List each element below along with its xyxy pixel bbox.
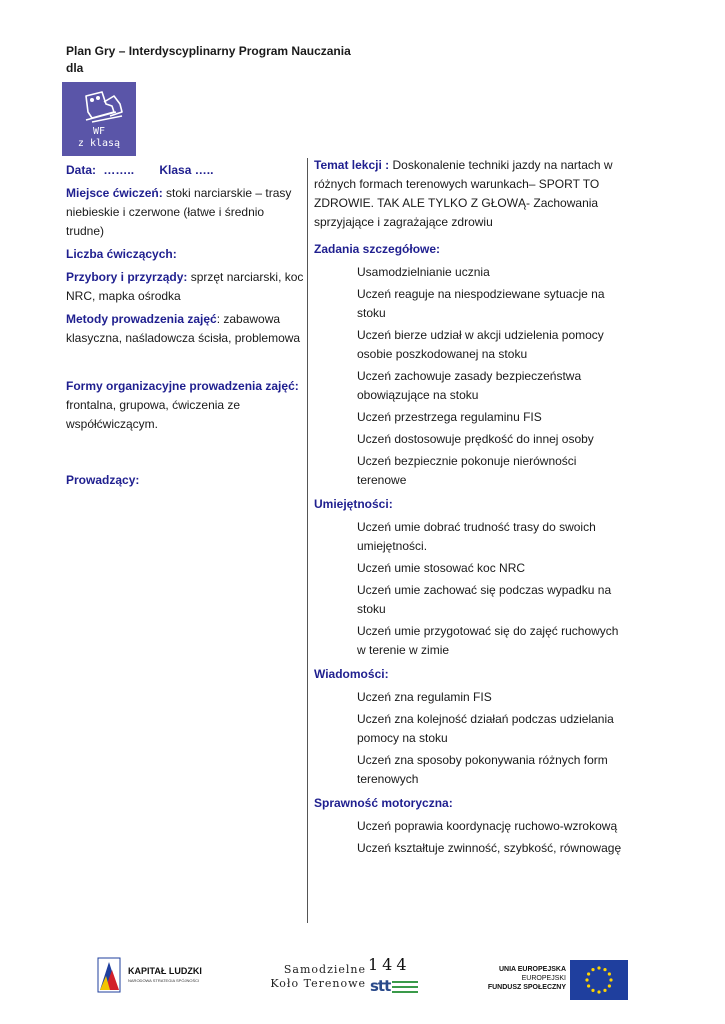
- zadania-item: Uczeń przestrzega regulaminu FIS: [357, 410, 542, 424]
- logo-line-2: z klasą: [77, 138, 121, 149]
- miejsce-field: [66, 184, 304, 241]
- eu-flag-icon: [570, 960, 628, 1000]
- zadania-item: Uczeń dostosowuje prędkość do innej osoby: [357, 432, 594, 446]
- skt-logo: [370, 977, 420, 997]
- przybory-label: Przybory i przyrządy:: [66, 270, 188, 284]
- temat-field: [314, 156, 624, 232]
- eu-star: [603, 989, 606, 992]
- ue-line-3: FUNDUSZ SPOŁECZNY: [487, 984, 566, 991]
- right-column: [314, 156, 624, 861]
- eu-star: [608, 972, 611, 975]
- przybory-field: [66, 268, 304, 306]
- umiejetnosci-heading: Umiejętności:: [314, 497, 393, 511]
- temat-label: Temat lekcji :: [314, 158, 390, 172]
- zadania-item-intro: Usamodzielnianie ucznia: [357, 265, 490, 279]
- miejsce-value: stoki narciarskie – trasy niebieskie i czerwone (łatwe i średnio trudne): [66, 186, 292, 238]
- data-label: Data:: [66, 163, 97, 177]
- left-column: [66, 161, 304, 494]
- zadania-list: [314, 285, 624, 490]
- eu-star: [591, 968, 594, 971]
- temat-value: Doskonalenie techniki jazdy na nartach w różnych formach terenowych warunkach– SPORT TO ZDROWIE. TAK ALE TYLKO Z GŁOWĄ- Zachowania sprzyjające i zagrażające zdrowiu: [314, 158, 613, 229]
- eu-star: [609, 978, 612, 981]
- kapital-ludzki-icon: [96, 954, 122, 994]
- sprawnosc-list: [314, 817, 624, 858]
- metody-label: Metody prowadzenia zajęć: [66, 312, 217, 326]
- zadania-heading: Zadania szczegółowe:: [314, 242, 441, 256]
- skt-logo-letters: stt: [370, 977, 391, 995]
- umiejetnosci-list: [314, 518, 624, 660]
- wiadomosci-item: Uczeń zna regulamin FIS: [357, 690, 492, 704]
- sprawnosc-heading: Sprawność motoryczna:: [314, 796, 453, 810]
- eu-star: [597, 990, 600, 993]
- formy-field: [66, 377, 304, 434]
- skt-line-1: Samodzielne: [283, 963, 366, 976]
- klasa-label: Klasa …..: [159, 163, 214, 177]
- kapital-ludzki-logo: [96, 954, 226, 998]
- prowadzacy-label: Prowadzący:: [66, 473, 140, 487]
- liczba-label: Liczba ćwiczących:: [66, 247, 177, 261]
- zadania-item: Uczeń bierze udział w akcji udzielenia pomocy osobie poszkodowanej na stoku: [357, 328, 604, 361]
- eu-star: [608, 984, 611, 987]
- page-number: 144: [368, 955, 411, 974]
- eu-star: [603, 968, 606, 971]
- kapital-title: KAPITAŁ LUDZKI: [128, 966, 202, 976]
- zadania-item: Uczeń zachowuje zasady bezpieczeństwa obowiązujące na stoku: [357, 369, 582, 402]
- umiejetnosci-item: Uczeń umie stosować koc NRC: [357, 561, 526, 575]
- eu-star: [585, 978, 588, 981]
- ue-line-1: UNIA EUROPEJSKA: [498, 966, 566, 973]
- eu-star: [587, 984, 590, 987]
- umiejetnosci-item: Uczeń umie zachować się podczas wypadku na stoku: [357, 583, 612, 616]
- column-divider: [307, 158, 308, 923]
- wiadomosci-heading: Wiadomości:: [314, 667, 389, 681]
- miejsce-label: Miejsce ćwiczeń:: [66, 186, 163, 200]
- przybory-value: sprzęt narciarski, koc NRC, mapka ośrodka: [66, 270, 304, 303]
- eu-star: [591, 989, 594, 992]
- metody-value: : zabawowa klasyczna, naśladowcza ścisła, problemowa: [66, 312, 301, 345]
- wf-z-klasa-logo: [62, 82, 136, 156]
- wiadomosci-item: Uczeń zna sposoby pokonywania różnych form terenowych: [357, 753, 608, 786]
- sprawnosc-item: Uczeń poprawia koordynację ruchowo-wzrokową: [357, 819, 618, 833]
- formy-value: frontalna, grupowa, ćwiczenia ze współćwiczącym.: [66, 398, 241, 431]
- ue-text: [478, 965, 566, 992]
- data-value: ……..: [103, 163, 135, 177]
- prowadzacy-field: [66, 471, 304, 490]
- header-subtitle: dla: [66, 61, 84, 75]
- skt-text: [268, 963, 366, 991]
- metody-field: [66, 310, 304, 348]
- formy-label: Formy organizacyjne prowadzenia zajęć:: [66, 379, 299, 393]
- eu-star: [597, 966, 600, 969]
- liczba-field: [66, 245, 304, 264]
- header-title: Plan Gry – Interdyscyplinarny Program Nauczania: [66, 44, 351, 58]
- zadania-item: Uczeń bezpiecznie pokonuje nierówności terenowe: [357, 454, 577, 487]
- zadania-item: Uczeń reaguje na niespodziewane sytuacje na stoku: [357, 287, 605, 320]
- eu-star: [587, 972, 590, 975]
- umiejetnosci-item: Uczeń umie dobrać trudność trasy do swoich umiejętności.: [357, 520, 596, 553]
- kapital-subtitle: NARODOWA STRATEGIA SPÓJNOŚCI: [128, 978, 200, 983]
- wiadomosci-list: [314, 688, 624, 789]
- date-class-row: [66, 161, 304, 180]
- umiejetnosci-item: Uczeń umie przygotować się do zajęć ruchowych w terenie w zimie: [357, 624, 619, 657]
- ue-line-2: EUROPEJSKI: [521, 975, 566, 982]
- wiadomosci-item: Uczeń zna kolejność działań podczas udzielania pomocy na stoku: [357, 712, 614, 745]
- logo-line-1: WF: [92, 126, 106, 137]
- skt-line-2: Koło Terenowe: [270, 977, 366, 990]
- document-header: [66, 43, 351, 77]
- sprawnosc-item: Uczeń kształtuje zwinność, szybkość, równowagę: [357, 841, 622, 855]
